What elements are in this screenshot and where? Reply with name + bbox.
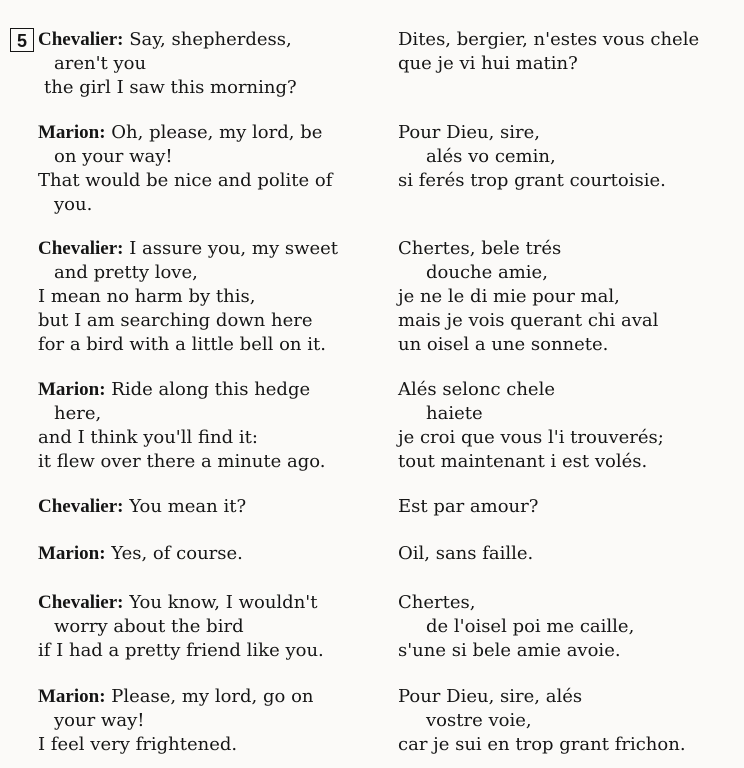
dialogue-block-8-en — [38, 685, 314, 757]
dialogue-block-6-en — [38, 542, 243, 566]
dialogue-block-5-en — [38, 495, 246, 519]
english-line: and I think you'll find it: — [38, 427, 258, 448]
english-line: I feel very frightened. — [38, 734, 238, 755]
english-line: Oh, please, my lord, be — [111, 122, 323, 143]
english-line: worry about the bird — [54, 616, 244, 637]
dialogue-block-4-fr — [398, 378, 664, 474]
english-line: I assure you, my sweet — [129, 238, 339, 259]
dialogue-block-6-fr — [398, 542, 533, 566]
english-line: aren't you — [54, 53, 147, 74]
english-line: Say, shepherdess, — [129, 29, 292, 50]
dialogue-block-7-en — [38, 591, 324, 663]
french-line: douche amie, — [426, 262, 548, 283]
french-line: Chertes, — [398, 592, 476, 613]
french-line: s'une si bele amie avoie. — [398, 640, 621, 661]
french-line: Pour Dieu, sire, — [398, 122, 540, 143]
dialogue-block-4-en — [38, 378, 326, 474]
english-line: I mean no harm by this, — [38, 286, 256, 307]
french-line: Pour Dieu, sire, alés — [398, 686, 583, 707]
english-line: here, — [54, 403, 102, 424]
english-line: if I had a pretty friend like you. — [38, 640, 324, 661]
french-line: si ferés trop grant courtoisie. — [398, 170, 666, 191]
english-line: You know, I wouldn't — [129, 592, 318, 613]
english-line: you. — [54, 194, 93, 215]
speaker-label: Marion: — [38, 543, 106, 564]
dialogue-block-2-fr — [398, 121, 666, 193]
french-line: car je sui en trop grant frichon. — [398, 734, 686, 755]
dialogue-block-7-fr — [398, 591, 634, 663]
english-line: Please, my lord, go on — [111, 686, 314, 707]
french-line: mais je vois querant chi aval — [398, 310, 659, 331]
french-line: tout maintenant i est volés. — [398, 451, 648, 472]
speaker-label: Chevalier: — [38, 29, 124, 50]
french-line: un oisel a une sonnete. — [398, 334, 609, 355]
french-line: que je vi hui matin? — [398, 53, 578, 74]
english-line: Yes, of course. — [111, 543, 243, 564]
french-line: Alés selonc chele — [398, 379, 555, 400]
english-line: and pretty love, — [54, 262, 198, 283]
french-line: Oil, sans faille. — [398, 543, 534, 564]
french-line: alés vo cemin, — [426, 146, 556, 167]
english-line: your way! — [54, 710, 145, 731]
french-line: je croi que vous l'i trouverés; — [398, 427, 664, 448]
french-line: haiete — [426, 403, 483, 424]
french-line: Chertes, bele trés — [398, 238, 562, 259]
speaker-label: Chevalier: — [38, 592, 124, 613]
english-line: but I am searching down here — [38, 310, 313, 331]
dialogue-block-3-fr — [398, 237, 658, 357]
english-line: for a bird with a little bell on it. — [38, 334, 326, 355]
french-line: je ne le di mie pour mal, — [398, 286, 620, 307]
speaker-label: Marion: — [38, 686, 106, 707]
dialogue-block-2-en — [38, 121, 332, 217]
dialogue-block-1-en — [38, 28, 297, 100]
french-line: de l'oisel poi me caille, — [426, 616, 635, 637]
dialogue-block-1-fr — [398, 28, 699, 76]
english-line: it flew over there a minute ago. — [38, 451, 326, 472]
dialogue-block-5-fr — [398, 495, 538, 519]
dialogue-block-8-fr — [398, 685, 686, 757]
french-line: Est par amour? — [398, 496, 539, 517]
english-line: You mean it? — [129, 496, 247, 517]
english-line: Ride along this hedge — [111, 379, 311, 400]
english-line: the girl I saw this morning? — [44, 77, 297, 98]
french-line: Dites, bergier, n'estes vous chele — [398, 29, 700, 50]
speaker-label: Chevalier: — [38, 238, 124, 259]
speaker-label: Chevalier: — [38, 496, 124, 517]
section-number-badge: 5 — [10, 28, 34, 52]
french-line: vostre voie, — [426, 710, 532, 731]
speaker-label: Marion: — [38, 122, 106, 143]
dialogue-block-3-en — [38, 237, 338, 357]
speaker-label: Marion: — [38, 379, 106, 400]
english-line: on your way! — [54, 146, 173, 167]
english-line: That would be nice and polite of — [38, 170, 333, 191]
